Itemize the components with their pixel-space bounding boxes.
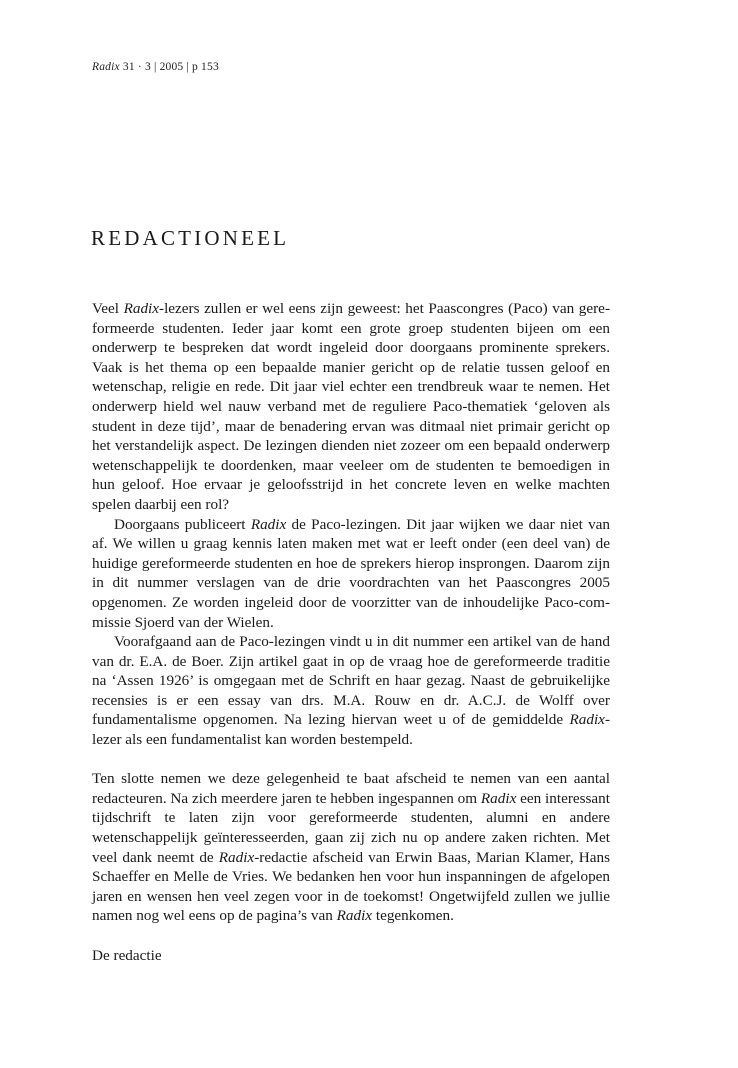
text-run: Doorgaans publiceert [114, 515, 251, 533]
text-run: Ten slotte nemen we deze gelegenheid te baat afscheid te nemen van een aantal redacteuren. Na zich meerdere jaren te hebben ingespannen om [92, 770, 610, 807]
text-run: een interessant tijdschrift te laten zijn voor gereformeerde studenten, alumni en andere wetenschappelijk geïnteresseerden, gaan zij zich nu op andere zaken richten. Met veel dank neemt de [92, 789, 610, 866]
italic-text: Radix [336, 907, 373, 925]
section-title: REDACTIONEEL [91, 226, 290, 250]
text-run: Veel [92, 300, 124, 317]
article-body [92, 299, 610, 965]
text-run: Voorafgaand aan de Paco-lezingen vindt u in dit nummer een artikel van de hand van dr. E.A. de Boer. Zijn artikel gaat in op de vraag hoe de gereformeerde traditie na ‘Assen 1926’ is omgegaan met de Schrift en haar gezag. Naast de gebruikelijke recensies is er een essay van drs. M.A. Rouw en dr. A.C.J. de Wolff over fundamentalisme opgenomen. Na lezing hiervan weet u of de gemiddelde [92, 633, 610, 729]
italic-text: Radix [250, 515, 287, 533]
paragraph [92, 769, 610, 926]
paragraph [92, 515, 610, 633]
italic-text: Radix [480, 789, 517, 807]
text-run: -lezer als een fundamentalist kan worden bestempeld. [92, 711, 610, 749]
journal-name: Radix [92, 61, 120, 73]
running-head [92, 61, 219, 73]
text-run: de Paco-lezingen. Dit jaar wijken we daar niet van af. We willen u graag kennis laten maken met wat er leeft onder (een deel van) de huidige gereformeerde studenten en hoe de sprekers hierop insprongen. Daarom zijn in dit nummer verslagen van de drie voordrachten van het Paascongres 2005 opgenomen. Ze worden ingeleid door de voorzitter van de inhoudelijke Paco-commissie Sjoerd van der Wielen. [92, 515, 610, 631]
issue-details: 31 · 3 | 2005 | p 153 [119, 61, 219, 73]
italic-text: Radix [123, 300, 160, 317]
paragraph [92, 299, 610, 515]
text-run: De redactie [92, 946, 162, 964]
italic-text: Radix [569, 711, 605, 729]
text-run: tegenkomen. [372, 907, 454, 925]
paragraph [92, 946, 610, 966]
paragraph [92, 632, 610, 750]
italic-text: Radix [218, 848, 255, 866]
text-run: -redactie afscheid van Erwin Baas, Marian Klamer, Hans Schaeffer en Melle de Vries. We bedanken hen voor hun inspanningen de afgelopen jaren en wensen hen veel zegen voor in de toekomst! Ongetwijfeld zullen we jullie namen nog wel eens op de pagina’s van [92, 848, 610, 925]
text-run: -lezers zullen er wel eens zijn geweest: het Paascongres (Paco) van gereformeerde studenten. Ieder jaar komt een grote groep studenten bijeen om een onderwerp te bespreken dat wordt ingeleid door doorgaans prominente sprekers. Vaak is het thema op een bepaalde manier gericht op de relatie tussen geloof en wetenschap, religie en rede. Dit jaar viel echter een trendbreuk waar te nemen. Het onderwerp hield wel nauw verband met de reguliere Paco-thematiek ‘geloven als student in deze tijd’, maar de benadering ervan was ditmaal niet primair gericht op het verstandelijk aspect. De lezingen dienden niet zozeer om een bepaald onderwerp wetenschappelijk te doordenken, maar veeleer om de studenten te bemoedigen in hun geloof. Hoe ervaar je geloofsstrijd in het concrete leven en welke machten spelen daarbij een rol? [92, 300, 610, 513]
